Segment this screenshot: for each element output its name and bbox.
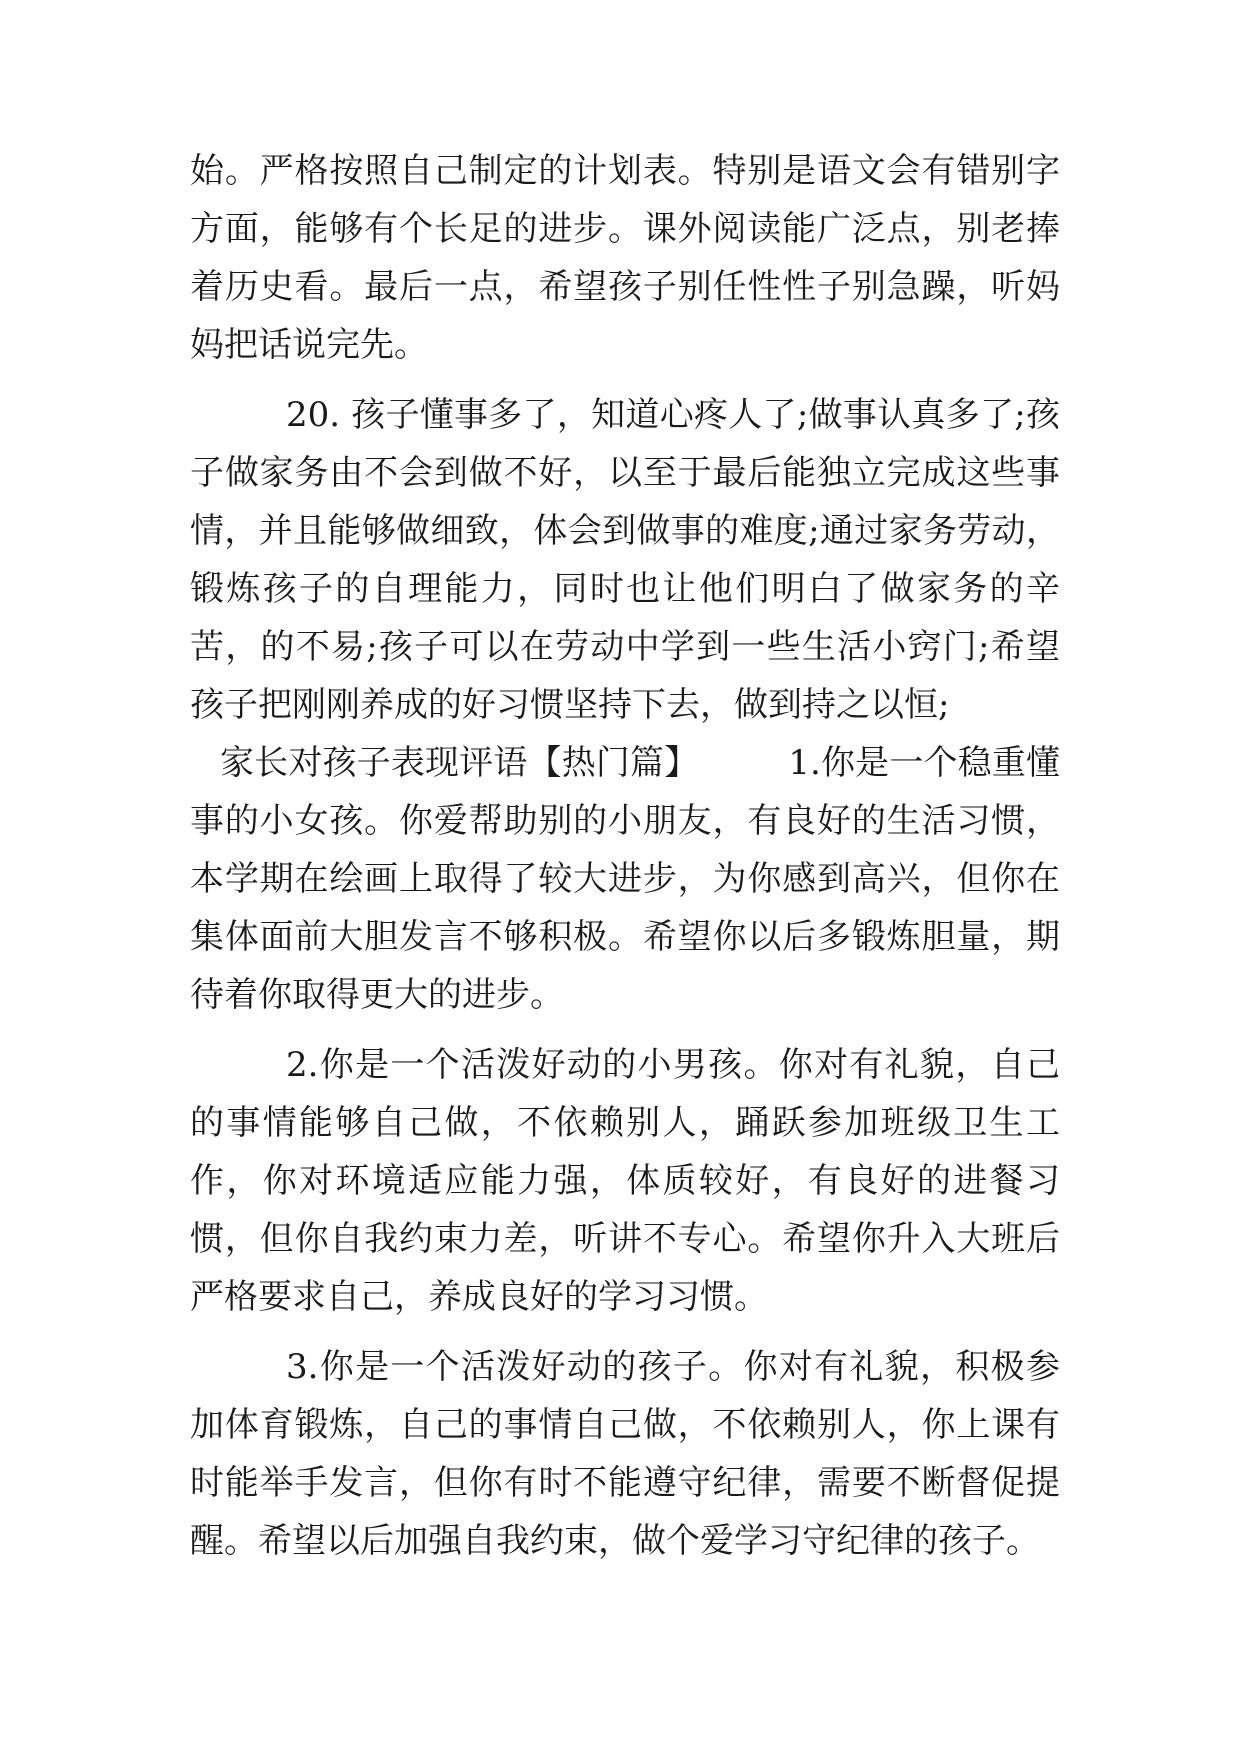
paragraph-continued: 始。严格按照自己制定的计划表。特别是语文会有错别字方面，能够有个长足的进步。课外阅读能广泛点，别老捧着历史看。最后一点，希望孩子别任性性子别急躁，听妈妈把话说完先。 <box>190 151 1060 365</box>
paragraph-item-20: 20. 孩子懂事多了，知道心疼人了;做事认真多了;孩子做家务由不会到做不好，以至于最后能独立完成这些事情，并且能够做细致，体会到做事的难度;通过家务劳动，锻炼孩子的自理能力，同时也让他们明白了做家务的辛苦，的不易;孩子可以在劳动中学到一些生活小窍门;希望孩子把刚刚养成的好习惯坚持下去，做到持之以恒; <box>190 395 1060 725</box>
paragraph-item-2: 2.你是一个活泼好动的小男孩。你对有礼貌，自己的事情能够自己做，不依赖别人，踊跃参加班级卫生工作，你对环境适应能力强，体质较好，有良好的进餐习惯，但你自我约束力差，听讲不专心。希望你升入大班后严格要求自己，养成良好的学习习惯。 <box>190 1045 1060 1317</box>
section-heading-paragraph <box>190 734 1060 1024</box>
section-heading: 家长对孩子表现评语【热门篇】 <box>220 743 699 783</box>
paragraph-item-1: 1.你是一个稳重懂事的小女孩。你爱帮助别的小朋友，有良好的生活习惯，本学期在绘画上取得了较大进步，为你感到高兴，但你在集体面前大胆发言不够积极。希望你以后多锻炼胆量，期待着你取得更大的进步。 <box>190 743 1060 1015</box>
document-body <box>190 142 1060 1570</box>
paragraph-item-3: 3.你是一个活泼好动的孩子。你对有礼貌，积极参加体育锻炼，自己的事情自己做，不依赖别人，你上课有时能举手发言，但你有时不能遵守纪律，需要不断督促提醒。希望以后加强自我约束，做个爱学习守纪律的孩子。 <box>190 1347 1060 1561</box>
